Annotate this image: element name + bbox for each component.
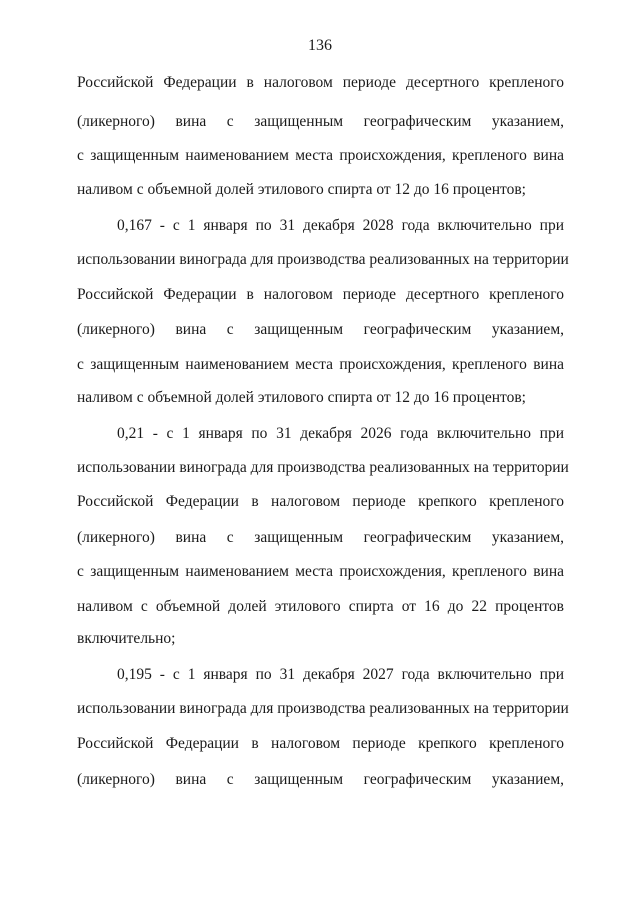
text-line: (ликерного) вина с защищенным географическим указанием,	[77, 113, 564, 130]
text-line: использовании винограда для производства реализованных на территории	[77, 251, 569, 268]
text-line: включительно;	[77, 630, 176, 647]
text-line: с защищенным наименованием места происхождения, крепленого вина	[77, 356, 564, 373]
text-line: с защищенным наименованием места происхождения, крепленого вина	[77, 563, 564, 580]
text-line: Российской Федерации в налоговом периоде крепкого крепленого	[77, 493, 564, 510]
text-line: 0,21 - с 1 января по 31 декабря 2026 года включительно при	[117, 425, 564, 442]
text-line: использовании винограда для производства реализованных на территории	[77, 700, 569, 717]
text-line: (ликерного) вина с защищенным географическим указанием,	[77, 321, 564, 338]
page-number: 136	[308, 37, 332, 54]
text-line: Российской Федерации в налоговом периоде десертного крепленого	[77, 74, 564, 91]
text-line: использовании винограда для производства реализованных на территории	[77, 459, 569, 476]
text-line: наливом с объемной долей этилового спирта от 12 до 16 процентов;	[77, 389, 526, 406]
text-line: наливом с объемной долей этилового спирта от 16 до 22 процентов	[77, 598, 564, 615]
text-line: с защищенным наименованием места происхождения, крепленого вина	[77, 147, 564, 164]
text-line: 0,195 - с 1 января по 31 декабря 2027 года включительно при	[117, 666, 564, 683]
text-line: Российской Федерации в налоговом периоде крепкого крепленого	[77, 735, 564, 752]
text-line: 0,167 - с 1 января по 31 декабря 2028 года включительно при	[117, 217, 564, 234]
text-line: наливом с объемной долей этилового спирта от 12 до 16 процентов;	[77, 181, 526, 198]
text-line: (ликерного) вина с защищенным географическим указанием,	[77, 771, 564, 788]
text-line: Российской Федерации в налоговом периоде десертного крепленого	[77, 286, 564, 303]
text-line: (ликерного) вина с защищенным географическим указанием,	[77, 529, 564, 546]
